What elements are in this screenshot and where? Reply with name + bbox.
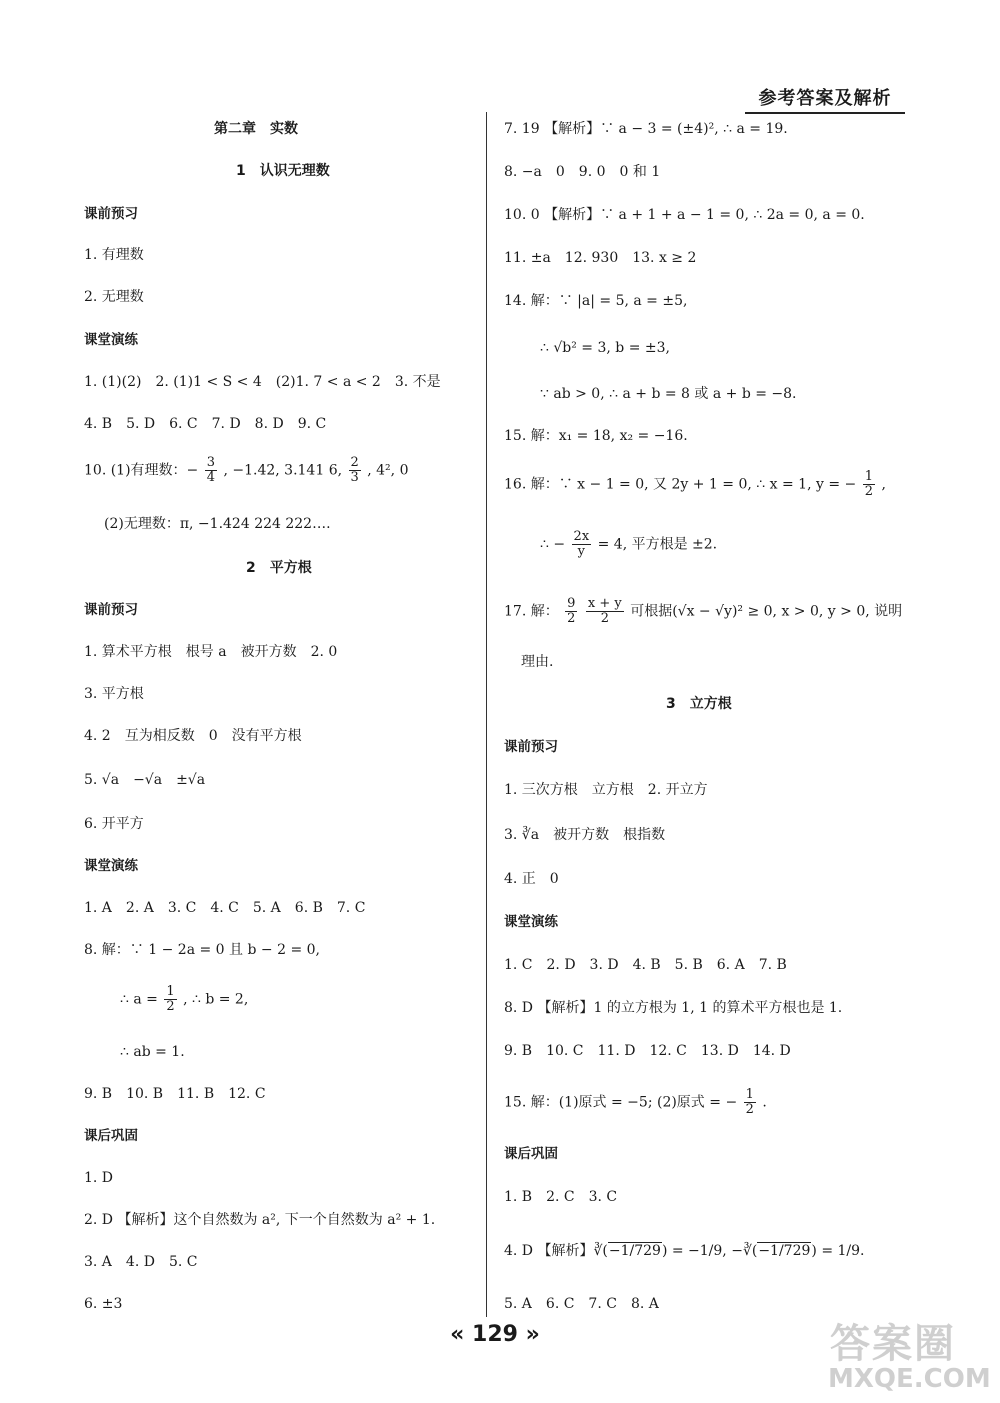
answer-line: 1. 算术平方根 根号 a 被开方数 2. 0 <box>84 644 338 660</box>
text: 10. (1)有理数：− <box>84 462 199 479</box>
answer-line: 6. ±3 <box>84 1296 123 1312</box>
answer-line: 9. B 10. B 11. B 12. C <box>84 1086 266 1102</box>
answer-line: 1. C 2. D 3. D 4. B 5. B 6. A 7. B <box>504 957 787 973</box>
answer-line: 1. (1)(2) 2. (1)1 < S < 4 (2)1. 7 < a < 2 3. 不是 <box>84 374 441 390</box>
numerator: 1 <box>745 1087 754 1102</box>
denominator: y <box>577 544 586 559</box>
fraction <box>744 1088 756 1117</box>
answer-line: 7. 19 【解析】∵ a − 3 = (±4)², ∴ a = 19. <box>504 121 788 137</box>
answer-line: 3. ∛a 被开方数 根指数 <box>504 827 666 843</box>
denominator: 2 <box>864 484 873 499</box>
answer-line: 8. D 【解析】1 的立方根为 1, 1 的算术平方根也是 1. <box>504 1000 843 1016</box>
answer-line: 3. 平方根 <box>84 686 144 702</box>
answer-line-q16-2 <box>540 530 717 559</box>
numerator: 2x <box>573 529 590 544</box>
numerator: 9 <box>567 596 576 611</box>
chevrons-left-icon: « <box>450 1322 465 1347</box>
answer-line: 5. A 6. C 7. C 8. A <box>504 1296 659 1312</box>
denominator: 3 <box>350 470 359 485</box>
answer-line: 11. ±a 12. 930 13. x ≥ 2 <box>504 250 697 266</box>
subheading-after: 课后巩固 <box>84 1128 138 1144</box>
answer-line: (2)无理数：π, −1.424 224 222…. <box>104 516 331 532</box>
answer-line: 8. −a 0 9. 0 0 和 1 <box>504 164 661 180</box>
page-header-title: 参考答案及解析 <box>745 84 905 114</box>
answer-line: ∴ ab = 1. <box>120 1044 185 1060</box>
subheading-preview: 课前预习 <box>84 602 138 618</box>
text: 4. D 【解析】∛( <box>504 1243 608 1259</box>
text: 16. 解：∵ x − 1 = 0, 又 2y + 1 = 0, ∴ x = 1, y = − <box>504 476 857 493</box>
text: = 4, 平方根是 ±2. <box>597 536 718 553</box>
text: ∴ − <box>540 536 566 553</box>
answer-line: 9. B 10. C 11. D 12. C 13. D 14. D <box>504 1043 791 1059</box>
answer-line: ∴ √b² = 3, b = ±3, <box>540 340 670 356</box>
fraction <box>205 456 217 485</box>
answer-line-q8-2 <box>120 985 248 1014</box>
denominator: 4 <box>206 470 216 485</box>
section-title-1: 1 认识无理数 <box>236 163 330 179</box>
page-number-text: 129 <box>472 1322 518 1347</box>
fraction <box>572 530 592 559</box>
answer-line-q4 <box>504 1242 864 1260</box>
answer-line: 4. 2 互为相反数 0 没有平方根 <box>84 728 302 744</box>
answer-line: 2. 无理数 <box>84 289 144 305</box>
numerator: x + y <box>587 596 622 611</box>
watermark-line1: 答案圈 <box>830 1321 956 1367</box>
answer-line: ∵ ab > 0, ∴ a + b = 8 或 a + b = −8. <box>540 386 797 402</box>
answer-line: 3. A 4. D 5. C <box>84 1254 198 1270</box>
subheading-after: 课后巩固 <box>504 1146 558 1162</box>
answer-line: 1. B 2. C 3. C <box>504 1189 618 1205</box>
answer-line-q17 <box>504 597 902 626</box>
fraction <box>349 456 361 485</box>
text: ∴ a = <box>120 991 158 1008</box>
numerator: 3 <box>206 455 216 470</box>
text: , ∴ b = 2, <box>183 991 249 1008</box>
denominator: 2 <box>567 611 576 626</box>
text: 15. 解：(1)原式 = −5; (2)原式 = − <box>504 1094 738 1111</box>
answer-line: 14. 解：∵ |a| = 5, a = ±5, <box>504 293 688 309</box>
answer-line: 理由. <box>521 654 554 670</box>
denominator: 2 <box>166 999 175 1014</box>
section-title-2: 2 平方根 <box>246 560 312 576</box>
subheading-preview: 课前预习 <box>84 206 138 222</box>
subheading-class: 课堂演练 <box>504 914 558 930</box>
column-divider <box>486 112 487 1317</box>
radicand: −1/729 <box>608 1243 661 1259</box>
answer-line: 1. 有理数 <box>84 247 144 263</box>
chapter-title: 第二章 实数 <box>214 121 298 137</box>
answer-line: 1. 三次方根 立方根 2. 开立方 <box>504 782 708 798</box>
answer-line-q15 <box>504 1088 767 1117</box>
section-title-3: 3 立方根 <box>666 696 732 712</box>
text: , 4², 0 <box>367 462 409 479</box>
denominator: 2 <box>745 1102 754 1117</box>
text: ) = 1/9. <box>811 1243 865 1259</box>
answer-line: 10. 0 【解析】∵ a + 1 + a − 1 = 0, ∴ 2a = 0, a = 0. <box>504 207 865 223</box>
answer-line: 8. 解：∵ 1 − 2a = 0 且 b − 2 = 0, <box>84 942 320 958</box>
answer-line: 6. 开平方 <box>84 816 144 832</box>
fraction <box>863 470 875 499</box>
radicand: −1/729 <box>758 1243 811 1259</box>
text: , <box>881 476 886 493</box>
text: 17. 解： <box>504 603 559 620</box>
numerator: 1 <box>864 469 873 484</box>
answer-line: 4. 正 0 <box>504 871 559 887</box>
answer-line: 15. 解：x₁ = 18, x₂ = −16. <box>504 428 688 444</box>
fraction <box>164 985 176 1014</box>
answer-line: 1. D <box>84 1170 114 1186</box>
chevrons-right-icon: » <box>525 1322 540 1347</box>
numerator: 2 <box>350 455 359 470</box>
answer-line: 1. A 2. A 3. C 4. C 5. A 6. B 7. C <box>84 900 366 916</box>
answer-line-q10a <box>84 456 408 485</box>
subheading-class: 课堂演练 <box>84 858 138 874</box>
watermark-logo <box>818 1312 998 1402</box>
subheading-preview: 课前预习 <box>504 739 558 755</box>
subheading-class: 课堂演练 <box>84 332 138 348</box>
text: . <box>762 1094 767 1111</box>
numerator: 1 <box>166 984 175 999</box>
answer-line: 4. B 5. D 6. C 7. D 8. D 9. C <box>84 416 327 432</box>
denominator: 2 <box>600 611 609 626</box>
answer-line-q16-1 <box>504 470 886 499</box>
text: 可根据(√x − √y)² ≥ 0, x > 0, y > 0, 说明 <box>630 603 903 620</box>
answer-line: 2. D 【解析】这个自然数为 a², 下一个自然数为 a² + 1. <box>84 1212 436 1228</box>
fraction <box>565 597 577 626</box>
answer-line: 5. √a −√a ±√a <box>84 772 206 788</box>
fraction <box>586 597 624 626</box>
text: ) = −1/9, −∛( <box>661 1243 758 1259</box>
text: , −1.4̇2̇, 3.141 6, <box>223 462 343 479</box>
page-number <box>440 1322 550 1347</box>
watermark-line2: MXQE.COM <box>828 1364 991 1394</box>
